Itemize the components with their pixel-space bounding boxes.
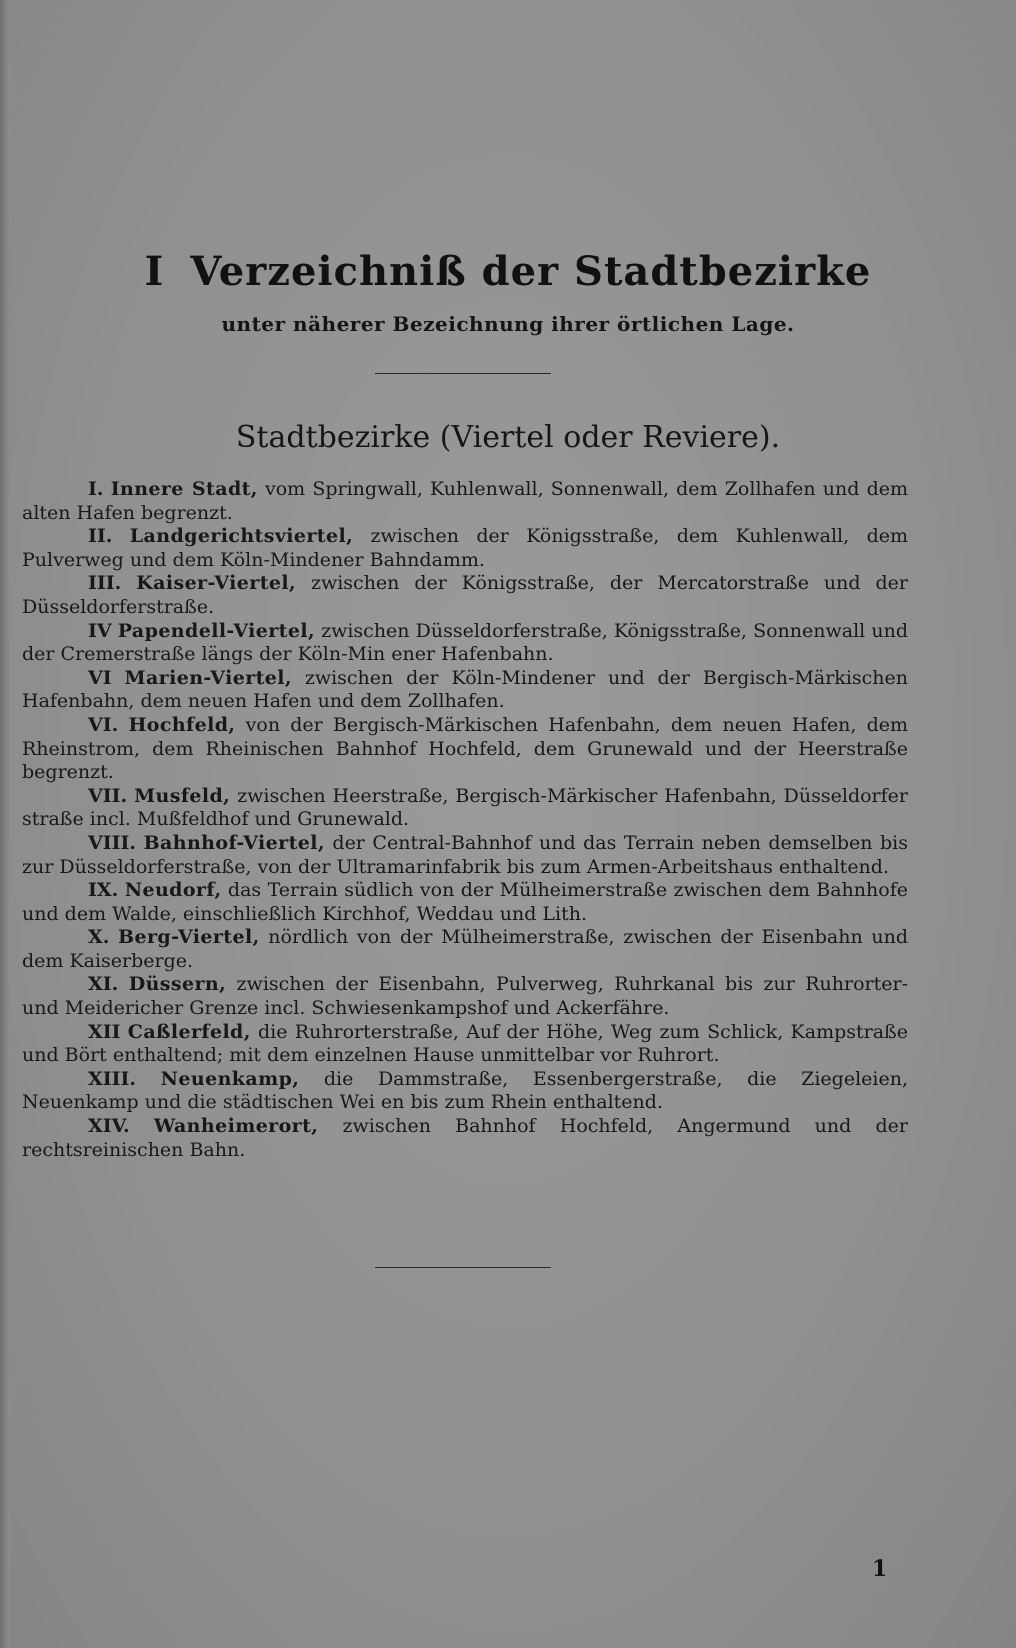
entry-name: Landgerichtsviertel,: [129, 525, 354, 548]
entry-name: Bahnhof-Viertel,: [143, 831, 325, 854]
divider-top: [375, 373, 551, 374]
entry-name: Berg-Viertel,: [118, 926, 260, 949]
entry-text: nördlich von der Mülheimerstraße, zwischen der Eisenbahn und dem Kaiserberge.: [22, 926, 908, 972]
title-number: I: [144, 248, 165, 295]
district-entry-4: [22, 620, 908, 667]
entry-text: der Central-Bahnhof und das Terrain neben demselben bis zur Düsseldorferstraße, von der Ultramarinfabrik bis zum Armen-Arbeitshaus enthaltend.: [22, 831, 908, 878]
entry-text: von der Bergisch-Märkischen Hafenbahn, dem neuen Hafen, dem Rheinstrom, dem Rheinischen Bahnhof Hochfeld, dem Grunewald und der Heerstraße begrenzt.: [22, 713, 908, 784]
district-entry-3: [22, 572, 908, 619]
entry-roman: VI: [88, 666, 112, 689]
district-entry-8: [22, 832, 908, 879]
district-entry-10: [22, 926, 908, 973]
entry-name: Innere Stadt,: [110, 478, 258, 500]
entry-roman: XI.: [88, 973, 119, 996]
entry-roman: VIII.: [88, 831, 137, 854]
entry-text: zwischen der Königsstraße, der Mercatorstraße und der Düsseldorferstraße.: [22, 572, 908, 618]
entry-name: Papendell-Viertel,: [117, 619, 315, 642]
district-entry-6: [22, 714, 908, 785]
entry-text: zwischen der Köln-Mindener und der Bergisch-Märkischen Hafenbahn, dem neuen Hafen und dem Zollhafen.: [22, 666, 909, 713]
entry-roman: VI.: [88, 713, 119, 736]
page-title: [0, 248, 1016, 295]
entry-name: Musfeld,: [134, 784, 231, 807]
district-entry-1: [22, 478, 908, 525]
section-heading: Stadtbezirke (Viertel oder Reviere).: [235, 420, 781, 455]
entry-text: die Ruhrorterstraße, Auf der Höhe, Weg zum Schlick, Kampstraße und Bört enthaltend; mit dem einzelnen Hause unmittelbar vor Ruhrort.: [22, 1020, 908, 1067]
entry-name: Düssern,: [128, 973, 227, 996]
entry-name: Marien-Viertel,: [124, 666, 292, 689]
entry-roman: VII.: [88, 784, 128, 807]
entry-roman: II.: [88, 525, 113, 548]
page-subtitle: unter näherer Bezeichnung ihrer örtlichen Lage.: [221, 312, 795, 336]
entry-text: zwischen Düsseldorferstraße, Königsstraße, Sonnenwall und der Cremerstraße längs der Köln-Min ener Hafenbahn.: [22, 619, 908, 666]
entry-roman: XII: [88, 1020, 121, 1043]
district-entry-9: [22, 879, 908, 926]
entry-name: Wanheimerort,: [153, 1115, 319, 1138]
district-entry-13: [22, 1068, 908, 1115]
entry-name: Neudorf,: [124, 879, 222, 902]
entry-roman: IX.: [88, 879, 119, 902]
district-entry-7: [22, 785, 908, 832]
district-entry-2: [22, 525, 908, 572]
page-number: 1: [872, 1556, 888, 1582]
district-entry-5: [22, 667, 908, 714]
entry-roman: XIII.: [88, 1067, 137, 1090]
entry-text: zwischen der Eisenbahn, Pulverweg, Ruhrkanal bis zur Ruhrorter- und Meidericher Grenze incl. Schwiesenkampshof und Ackerfähre.: [22, 973, 908, 1020]
district-entry-11: [22, 973, 908, 1020]
district-list: [22, 478, 908, 1162]
entry-name: Kaiser-Viertel,: [136, 572, 296, 595]
entry-text: zwischen Heerstraße, Bergisch-Märkischer Hafenbahn, Düsseldorfer straße incl. Mußfeldhof und Grunewald.: [22, 784, 908, 831]
entry-roman: III.: [88, 572, 122, 595]
entry-name: Hochfeld,: [128, 713, 236, 736]
title-text: Verzeichniß der Stadtbezirke: [190, 248, 872, 295]
entry-text: zwischen der Königsstraße, dem Kuhlenwall, dem Pulverweg und dem Köln-Mindener Bahndamm.: [22, 525, 908, 571]
entry-roman: I.: [88, 478, 104, 500]
entry-roman: IV: [88, 619, 112, 642]
district-entry-12: [22, 1021, 908, 1068]
entry-text: zwischen Bahnhof Hochfeld, Angermund und der rechtsreinischen Bahn.: [22, 1115, 908, 1161]
entry-text: das Terrain südlich von der Mülheimerstraße zwischen dem Bahnhofe und dem Walde, einschließlich Kirchhof, Weddau und Lith.: [22, 879, 908, 925]
entry-roman: X.: [88, 926, 110, 949]
entry-name: Neuenkamp,: [160, 1067, 300, 1090]
entry-roman: XIV.: [88, 1115, 130, 1138]
district-entry-14: [22, 1115, 908, 1162]
entry-text: die Dammstraße, Essenbergerstraße, die Ziegeleien, Neuenkamp und die städtischen Wei en bis zum Rhein enthaltend.: [22, 1067, 908, 1114]
divider-bottom: [375, 1267, 551, 1268]
entry-name: Caßlerfeld,: [127, 1020, 251, 1043]
entry-text: vom Springwall, Kuhlenwall, Sonnenwall, dem Zollhafen und dem alten Hafen begrenzt.: [22, 478, 908, 524]
